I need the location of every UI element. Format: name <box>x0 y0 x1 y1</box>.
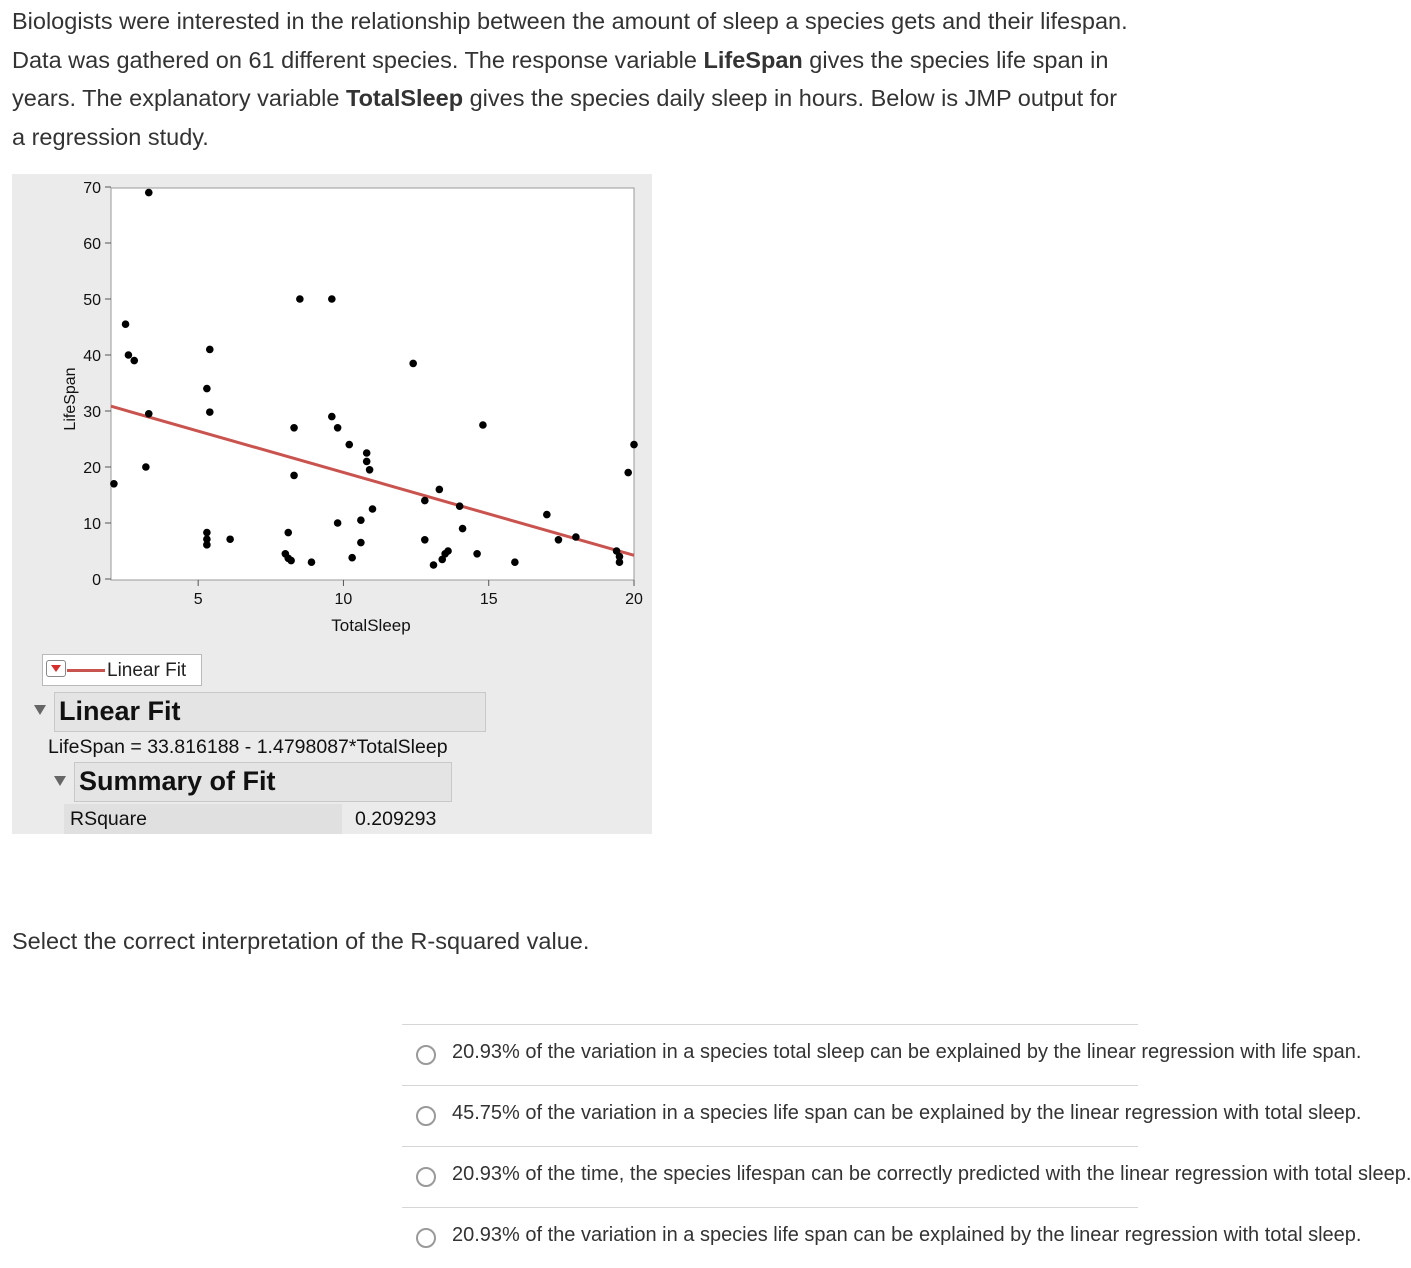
y-tick-label: 10 <box>83 516 101 533</box>
jmp-output-panel <box>12 174 652 834</box>
rsquare-value: 0.209293 <box>355 808 437 830</box>
data-point <box>624 469 632 477</box>
question-part-1: Biologists were interested in the relationship between the amount of sleep a species gets and their lifespan. Data was gathered on 61 different species. The response variable <box>12 8 1128 73</box>
data-point <box>130 357 138 365</box>
data-point <box>296 295 304 303</box>
y-tick-label: 50 <box>83 292 101 309</box>
y-tick-label: 30 <box>83 404 101 421</box>
data-point <box>206 346 214 354</box>
x-axis-label: TotalSleep <box>331 616 411 635</box>
y-tick-label: 0 <box>92 572 101 589</box>
x-tick-label: 15 <box>479 591 498 608</box>
y-tick-label: 20 <box>83 460 101 477</box>
data-point <box>203 541 211 549</box>
data-point <box>363 449 371 457</box>
data-point <box>203 529 211 537</box>
data-point <box>456 502 464 510</box>
question-text <box>12 2 1132 156</box>
y-tick-label: 60 <box>83 236 101 253</box>
data-point <box>473 550 481 558</box>
y-tick-label: 40 <box>83 348 101 365</box>
y-tick-label: 70 <box>83 180 101 197</box>
radio-icon[interactable] <box>416 1228 436 1248</box>
data-point <box>287 557 295 565</box>
response-variable-name: LifeSpan <box>703 46 803 73</box>
data-point <box>110 480 118 488</box>
answer-option-text: 20.93% of the time, the species lifespan can be correctly predicted with the linear regression with total sleep. <box>452 1163 1411 1185</box>
summary-of-fit-header[interactable]: Summary of Fit <box>74 762 452 802</box>
answer-option-text: 45.75% of the variation in a species life span can be explained by the linear regression with total sleep. <box>452 1102 1362 1124</box>
radio-icon[interactable] <box>416 1106 436 1126</box>
data-point <box>357 516 365 524</box>
data-point <box>369 505 377 513</box>
data-point <box>145 410 153 418</box>
x-tick-label: 10 <box>334 591 353 608</box>
data-point <box>348 554 356 562</box>
data-point <box>334 519 342 527</box>
data-point <box>421 497 429 505</box>
fit-legend[interactable] <box>42 654 202 686</box>
fit-legend-label: Linear Fit <box>107 660 187 681</box>
regression-equation: LifeSpan = 33.816188 - 1.4798087*TotalSleep <box>48 736 448 758</box>
rsquare-label: RSquare <box>64 804 342 834</box>
data-point <box>125 351 133 359</box>
data-point <box>308 558 316 566</box>
fit-menu-icon[interactable] <box>46 660 66 677</box>
data-point <box>290 424 298 432</box>
prompt-text: Select the correct interpretation of the R-squared value. <box>12 928 590 954</box>
answer-option-4[interactable] <box>402 1207 1362 1268</box>
data-point <box>357 539 365 547</box>
data-point <box>145 189 153 197</box>
data-point <box>572 533 580 541</box>
radio-icon[interactable] <box>416 1167 436 1187</box>
data-point <box>226 535 234 543</box>
answer-option-1[interactable] <box>402 1024 1362 1085</box>
data-point <box>555 536 563 544</box>
linear-fit-header[interactable]: Linear Fit <box>54 692 486 732</box>
answer-option-text: 20.93% of the variation in a species life span can be explained by the linear regression with total sleep. <box>452 1224 1362 1246</box>
data-point <box>479 421 487 429</box>
data-point <box>409 360 417 368</box>
question-part-2: gives the species life span in years. The explanatory variable <box>12 46 1109 111</box>
data-point <box>363 458 371 466</box>
fit-line-swatch <box>67 669 105 672</box>
data-point <box>284 529 292 537</box>
answer-option-text: 20.93% of the variation in a species total sleep can be explained by the linear regression with life span. <box>452 1041 1362 1063</box>
data-point <box>334 424 342 432</box>
question-part-3: gives the species daily sleep in hours. Below is JMP output for a regression study. <box>12 85 1118 150</box>
data-point <box>511 558 519 566</box>
data-point <box>206 408 214 416</box>
linear-fit-disclosure-icon[interactable] <box>34 705 46 715</box>
data-point <box>543 511 551 519</box>
data-point <box>142 463 150 471</box>
data-point <box>366 466 374 474</box>
radio-icon[interactable] <box>416 1045 436 1065</box>
data-point <box>421 536 429 544</box>
data-point <box>345 441 353 449</box>
data-point <box>459 525 467 533</box>
data-point <box>430 561 438 569</box>
summary-disclosure-icon[interactable] <box>54 776 66 786</box>
x-tick-label: 5 <box>193 591 203 608</box>
data-point <box>122 320 130 328</box>
data-point <box>630 441 638 449</box>
explanatory-variable-name: TotalSleep <box>345 85 464 111</box>
data-point <box>444 547 452 555</box>
data-point <box>328 413 336 421</box>
data-point <box>328 295 336 303</box>
data-point <box>616 558 624 566</box>
y-axis-label: LifeSpan <box>62 367 79 431</box>
answer-option-3[interactable] <box>402 1146 1411 1207</box>
data-point <box>436 486 444 494</box>
scatter-plot <box>12 174 652 644</box>
data-point <box>290 472 298 480</box>
plot-frame <box>111 188 634 580</box>
data-point <box>203 385 211 393</box>
answer-option-2[interactable] <box>402 1085 1362 1146</box>
x-tick-label: 20 <box>625 591 643 608</box>
